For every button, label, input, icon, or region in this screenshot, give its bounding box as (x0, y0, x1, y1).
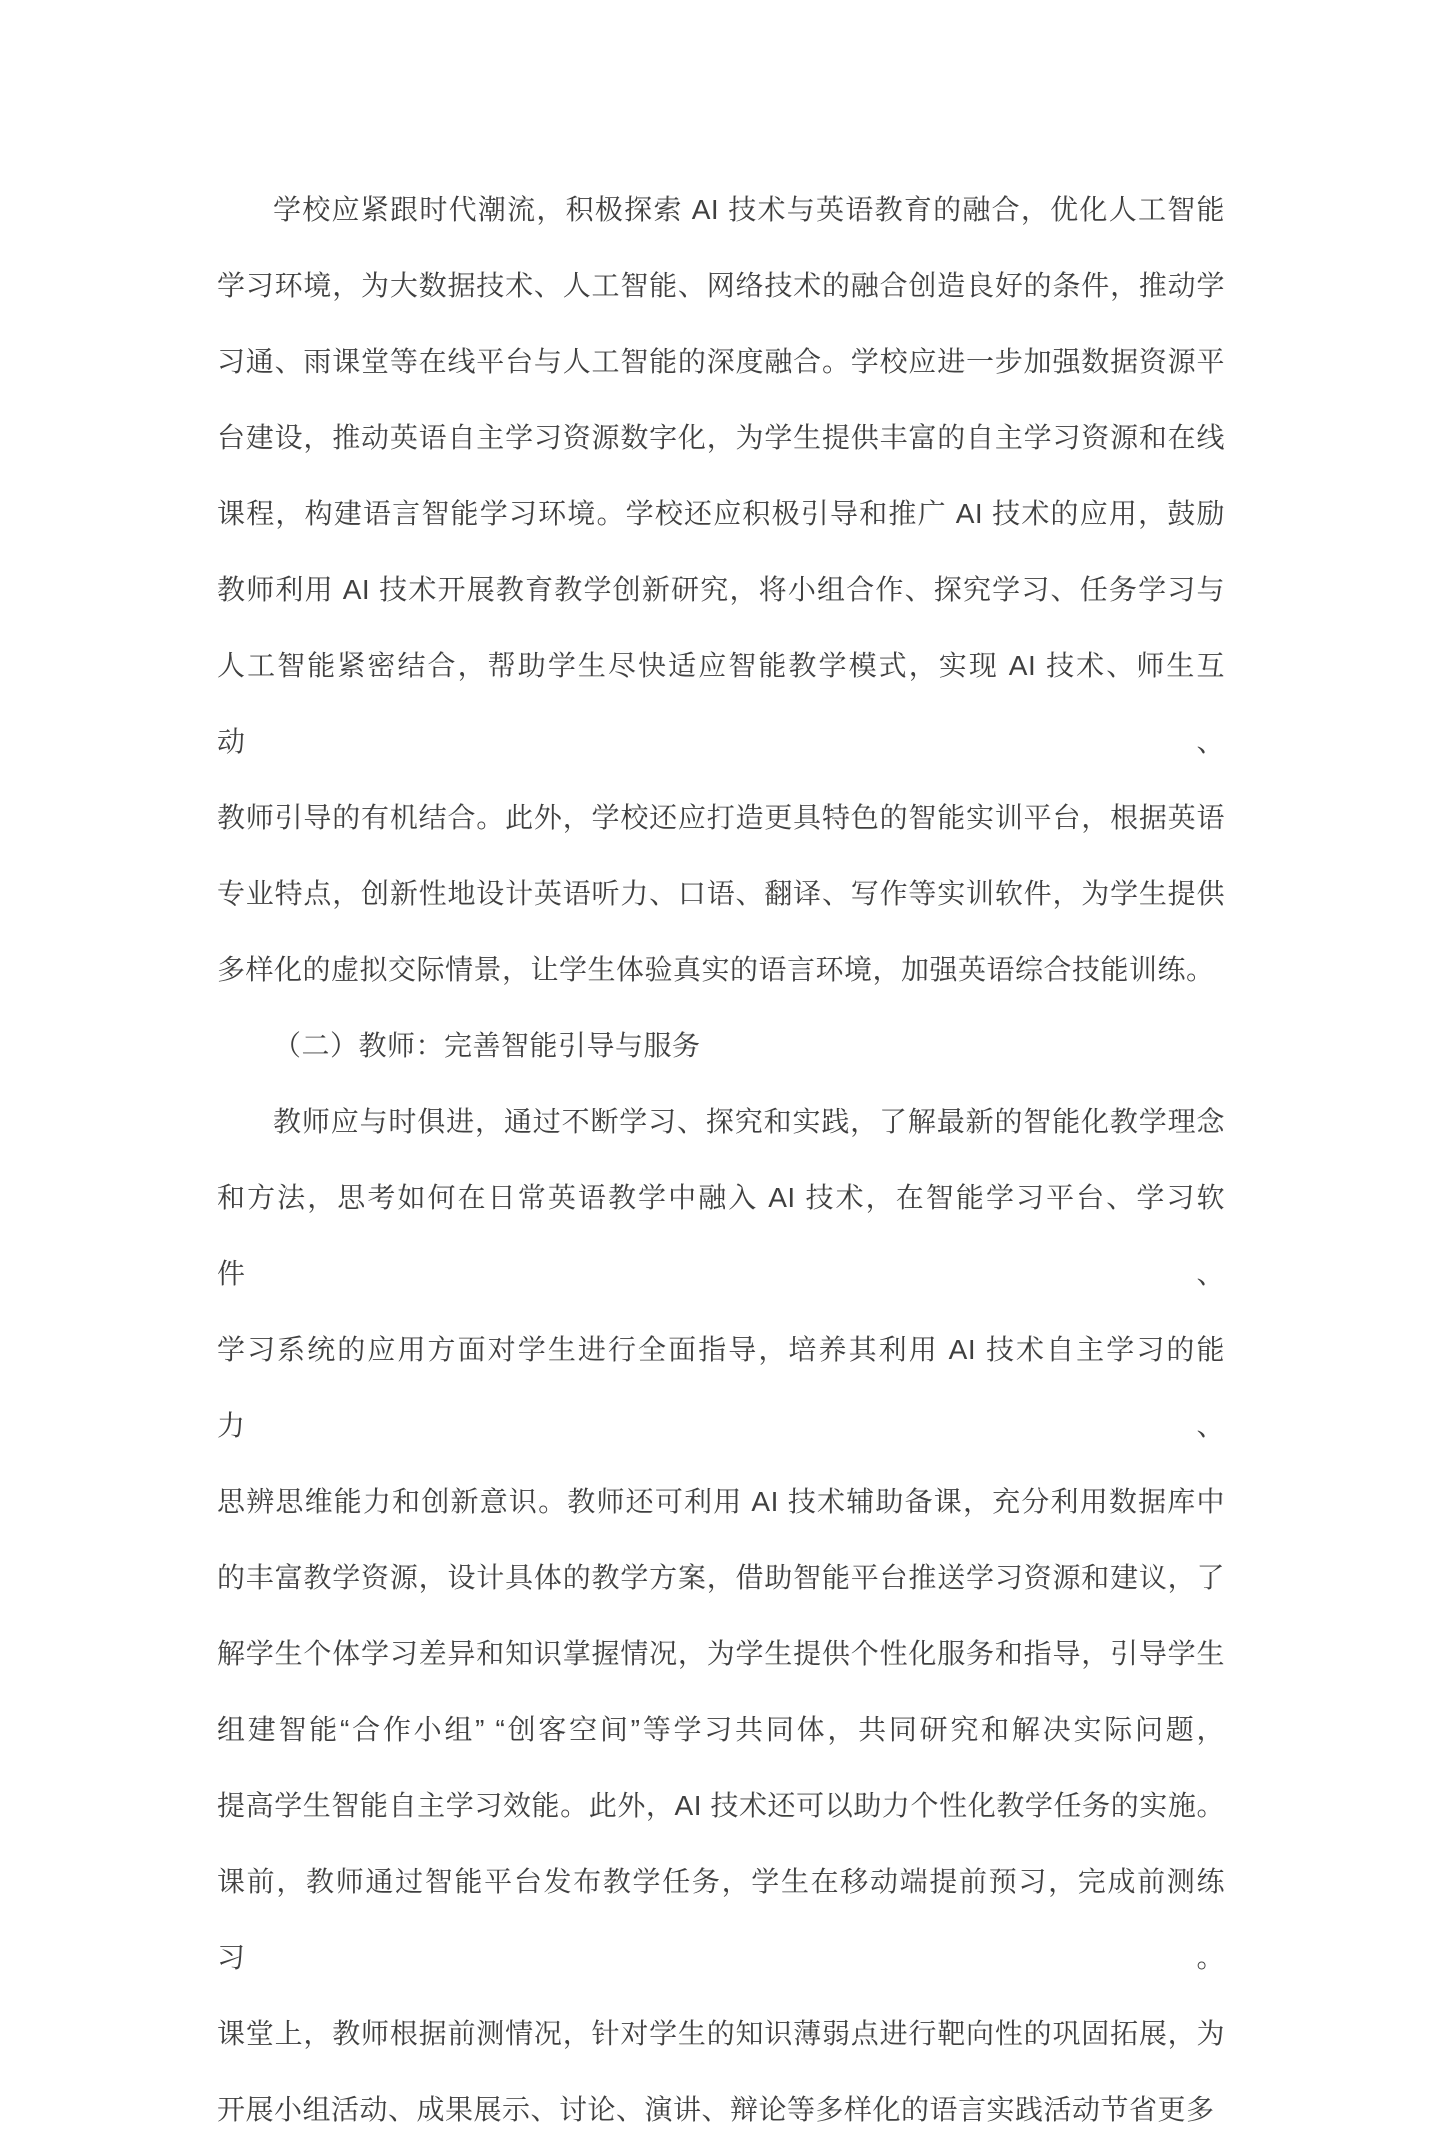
text-line: 教师引导的有机结合。此外，学校还应打造更具特色的智能实训平台，根据英语 (217, 802, 1225, 833)
text-line: 解学生个体学习差异和知识掌握情况，为学生提供个性化服务和指导，引导学生 (217, 1638, 1225, 1669)
text-line: 思辨思维能力和创新意识。教师还可利用 AI 技术辅助备课，充分利用数据库中 (217, 1486, 1225, 1517)
text-line: 学习环境，为大数据技术、人工智能、网络技术的融合创造良好的条件，推动学 (217, 270, 1225, 301)
text-line: 学习系统的应用方面对学生进行全面指导，培养其利用 AI 技术自主学习的能力、 (217, 1334, 1225, 1441)
text-line: 课堂上，教师根据前测情况，针对学生的知识薄弱点进行靶向性的巩固拓展，为 (217, 2018, 1225, 2049)
text-line: 组建智能“合作小组” “创客空间”等学习共同体，共同研究和解决实际问题， (217, 1714, 1225, 1745)
section-heading: （二）教师：完善智能引导与服务 (273, 1030, 701, 1061)
text-line: 学校应紧跟时代潮流，积极探索 AI 技术与英语教育的融合，优化人工智能 (273, 194, 1225, 225)
text-line: 的丰富教学资源，设计具体的教学方案，借助智能平台推送学习资源和建议，了 (217, 1562, 1225, 1593)
text-line: 教师利用 AI 技术开展教育教学创新研究，将小组合作、探究学习、任务学习与 (217, 574, 1225, 605)
text-line: 多样化的虚拟交际情景，让学生体验真实的语言环境，加强英语综合技能训练。 (217, 954, 1215, 985)
text-line: 提高学生智能自主学习效能。此外，AI 技术还可以助力个性化教学任务的实施。 (217, 1790, 1225, 1821)
text-line: 开展小组活动、成果展示、讨论、演讲、辩论等多样化的语言实践活动节省更多 (217, 2094, 1215, 2125)
text-line: 课程，构建语言智能学习环境。学校还应积极引导和推广 AI 技术的应用，鼓励 (217, 498, 1225, 529)
text-line: 专业特点，创新性地设计英语听力、口语、翻译、写作等实训软件，为学生提供 (217, 878, 1225, 909)
document-text-block (217, 172, 1225, 2148)
text-line: 和方法，思考如何在日常英语教学中融入 AI 技术，在智能学习平台、学习软件、 (217, 1182, 1225, 1289)
text-line: 教师应与时俱进，通过不断学习、探究和实践，了解最新的智能化教学理念 (273, 1106, 1225, 1137)
text-line: 习通、雨课堂等在线平台与人工智能的深度融合。学校应进一步加强数据资源平 (217, 346, 1225, 377)
text-line: 台建设，推动英语自主学习资源数字化，为学生提供丰富的自主学习资源和在线 (217, 422, 1225, 453)
text-line: 人工智能紧密结合，帮助学生尽快适应智能教学模式，实现 AI 技术、师生互动、 (217, 650, 1225, 757)
text-line: 课前，教师通过智能平台发布教学任务，学生在移动端提前预习，完成前测练习。 (217, 1866, 1225, 1973)
